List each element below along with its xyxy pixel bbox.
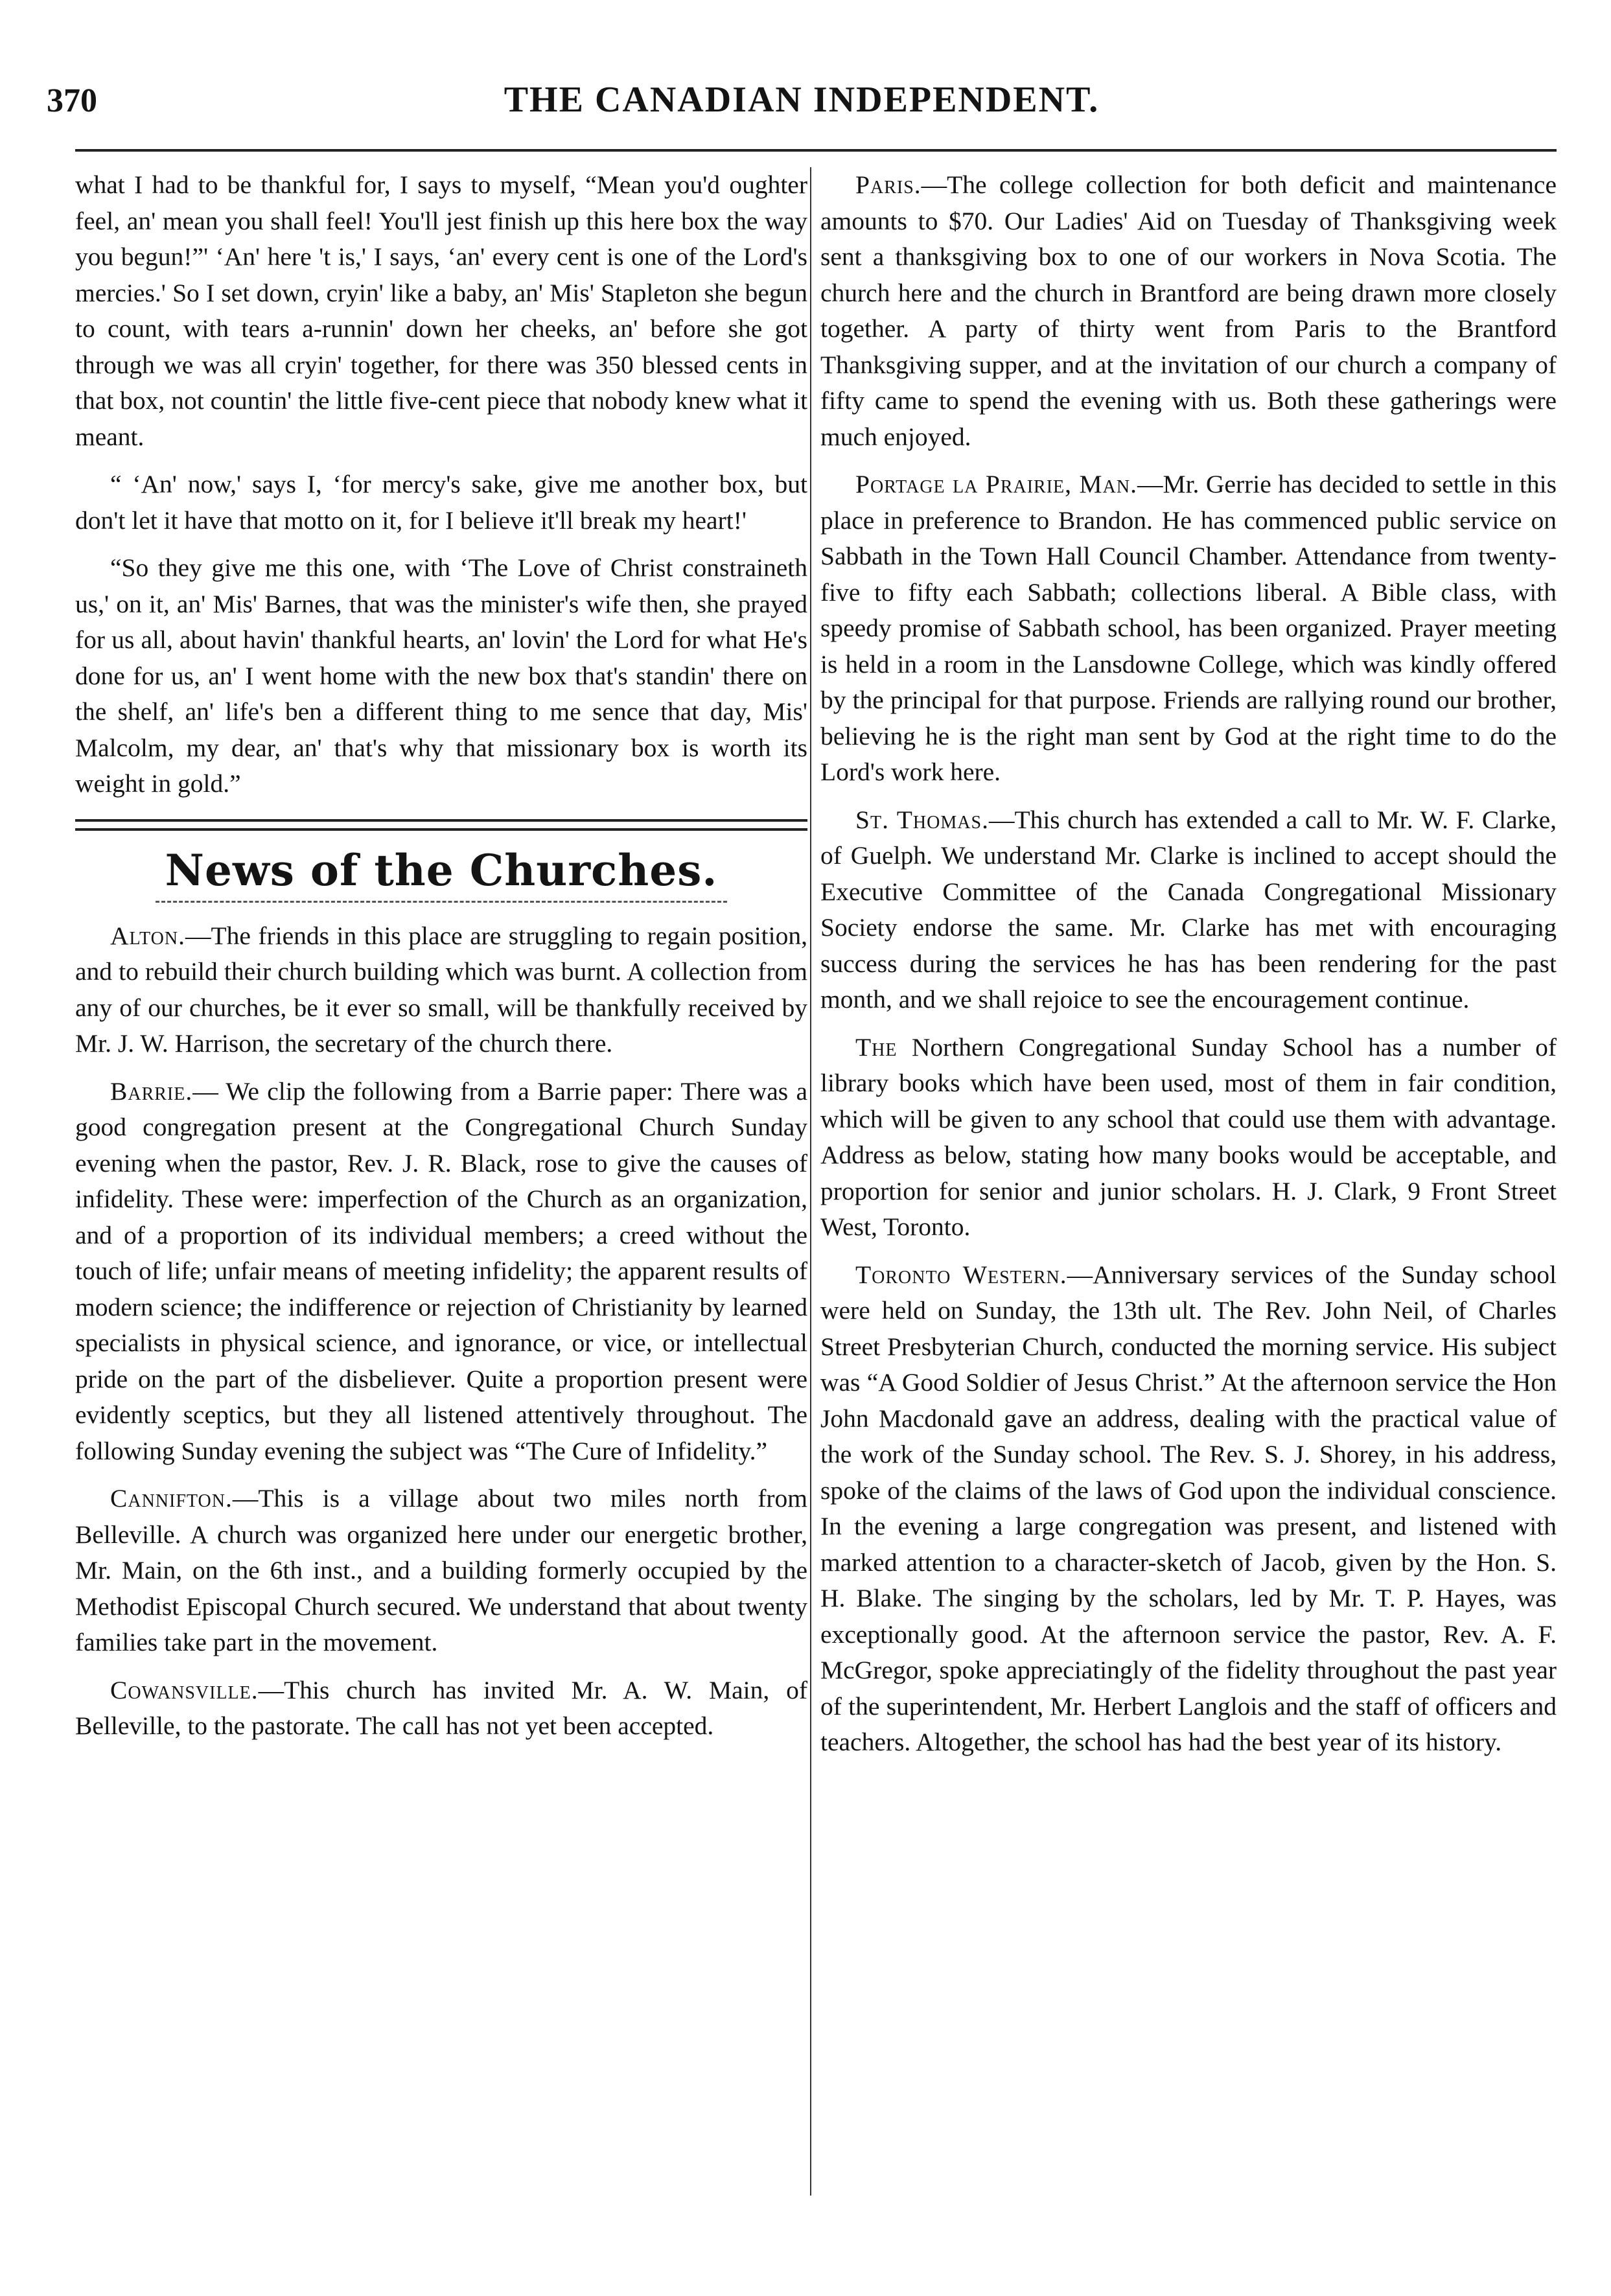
- journal-title: THE CANADIAN INDEPENDENT.: [504, 80, 1100, 120]
- section-underline: [156, 901, 726, 903]
- news-text: —The college collection for both deficit and maintenance amounts to $70. Our Ladies' Aid on Tuesday of Thanksgiving week sent a thanksgiving box to one of our workers in Nova Scotia. The church here and the church in Brantford are being drawn more closely together. A party of thirty went from Paris to the Brantford Thanksgiving supper, and at the invitation of our church a company of fifty came to spend the evening with us. Both these gatherings were much enjoyed.: [820, 170, 1557, 451]
- story-paragraph: what I had to be thankful for, I says to myself, “Mean you'd oughter feel, an' mean you shall feel! You'll jest finish up this here box the way you begun!”' ‘An' here 't is,' I says, ‘an' every cent is one of the Lord's mercies.' So I set down, cryin' like a baby, an' Mis' Stapleton she begun to count, with tears a-runnin' down her cheeks, an' before she got through we was all cryin' together, for there was 350 blessed cents in that box, not countin' the little five-cent piece that nobody knew what it meant.: [75, 170, 807, 451]
- news-place: Cowansville.: [110, 1675, 259, 1704]
- news-place: Barrie.: [110, 1076, 193, 1106]
- news-text: —This is a village about two miles north from Belleville. A church was organized here under our energetic brother, Mr. Main, on the 6th inst., and a building formerly occupied by the Methodist Episcopal Church secured. We understand that about twenty families take part in the movement.: [75, 1484, 807, 1656]
- section-heading: News of the Churches.: [165, 844, 718, 896]
- news-text: Northern Congregational Sunday School has a number of library books which have been used, most of them in fair condition, which will be given to any school that could use them with advantage. Address as below, stating how many books would be acceptable, and proportion for senior and junior scholars. H. J. Clark, 9 Front Street West, Toronto.: [820, 1032, 1557, 1241]
- news-place: Portage la Prairie, Man.: [855, 470, 1137, 498]
- news-text: —Mr. Gerrie has decided to settle in this place in preference to Brandon. He has commenced public service on Sabbath in the Town Hall Council Chamber. Attendance from twenty-five to fifty each Sabbath; collections liberal. A Bible class, with speedy promise of Sabbath school, has been organized. Prayer meeting is held in a room in the Lansdowne College, which was kindly offered by the principal for that purpose. Friends are rallying round our brother, believing he is the right man sent by God at the right time to do the Lord's work here.: [820, 470, 1557, 786]
- story-paragraph: “So they give me this one, with ‘The Love of Christ constraineth us,' on it, an' Mis' Barnes, that was the minister's wife then, she prayed for us all, about havin' thankful hearts, an' lovin' the Lord for what He's done for us, an' I went home with the new box that's standin' there on the shelf, an' life's ben a different thing to me sence that day, Mis' Malcolm, my dear, an' that's why that missionary box is worth its weight in gold.”: [75, 553, 807, 798]
- news-item-alton: [75, 918, 807, 1062]
- news-text: — We clip the following from a Barrie paper: There was a good congregation present at the Congregational Church Sunday evening when the pastor, Rev. J. R. Black, rose to give the causes of infidelity. These were: imperfection of the Church as an organization, and of a proportion of its individual members; a creed without the touch of life; unfair means of meeting infidelity; the apparent results of modern science; the indifference or rejection of Christianity by learned specialists in physical science, and ignorance, or vice, or intellectual pride on the part of the disbeliever. Quite a proportion present were evidently sceptics, but they all listened attentively throughout. The following Sunday evening the subject was “The Cure of Infidelity.”: [75, 1076, 807, 1465]
- header-rule: [75, 149, 1557, 152]
- news-item-cowansville: [75, 1673, 807, 1745]
- section-double-rule: [75, 819, 807, 831]
- right-column: [820, 167, 1557, 1772]
- news-item-st-thomas: [820, 802, 1557, 1018]
- news-text: —The friends in this place are struggling to regain position, and to rebuild their church building which was burnt. A collection from any of our churches, be it ever so small, will be thankfully received by Mr. J. W. Harrison, the secretary of the church there.: [75, 921, 807, 1058]
- news-item-barrie: [75, 1074, 807, 1470]
- news-item-cannifton: [75, 1481, 807, 1661]
- news-item-portage-la-prairie: [820, 467, 1557, 791]
- column-divider: [810, 167, 811, 2196]
- news-text: —This church has extended a call to Mr. W. F. Clarke, of Guelph. We understand Mr. Clarke is inclined to accept should the Executive Committee of the Canada Congregational Missionary Society endorse the same. Mr. Clarke has met with encouraging success during the services he has has been rendering for the past month, and we shall rejoice to see the encouragement continue.: [820, 805, 1557, 1014]
- news-place: St. Thomas.: [855, 805, 989, 834]
- news-place: Paris.: [855, 170, 921, 199]
- news-text: —This church has invited Mr. A. W. Main, of Belleville, to the pastorate. The call has not yet been accepted.: [75, 1675, 807, 1740]
- story-paragraph: “ ‘An' now,' says I, ‘for mercy's sake, give me another box, but don't let it have that motto on it, for I believe it'll break my heart!': [75, 470, 807, 535]
- news-place: Alton.: [110, 921, 185, 950]
- news-place: The: [855, 1032, 898, 1061]
- news-place: Cannifton.: [110, 1484, 233, 1513]
- news-place: Toronto Western.: [855, 1260, 1067, 1289]
- left-column: [75, 167, 807, 1756]
- news-item-northern-sunday-school: [820, 1030, 1557, 1246]
- page-header: [47, 73, 1557, 131]
- page-number: 370: [47, 82, 97, 119]
- news-text: —Anniversary services of the Sunday school were held on Sunday, the 13th ult. The Rev. John Neil, of Charles Street Presbyterian Church, conducted the morning service. His subject was “A Good Soldier of Jesus Christ.” At the afternoon service the Hon John Macdonald gave an address, dealing with the practical value of the work of the Sunday school. The Rev. S. J. Shorey, in his address, spoke of the claims of the laws of God upon the individual conscience. In the evening a large congregation was present, and listened with marked attention to a character-sketch of Jacob, given by the Hon. S. H. Blake. The singing by the scholars, led by Mr. T. P. Hayes, was exceptionally good. At the afternoon service the pastor, Rev. A. F. McGregor, spoke appreciatingly of the fidelity throughout the past year of the superintendent, Mr. Herbert Langlois and the staff of officers and teachers. Altogether, the school has had the best year of its history.: [820, 1260, 1557, 1756]
- news-item-paris: [820, 167, 1557, 455]
- news-item-toronto-western: [820, 1257, 1557, 1761]
